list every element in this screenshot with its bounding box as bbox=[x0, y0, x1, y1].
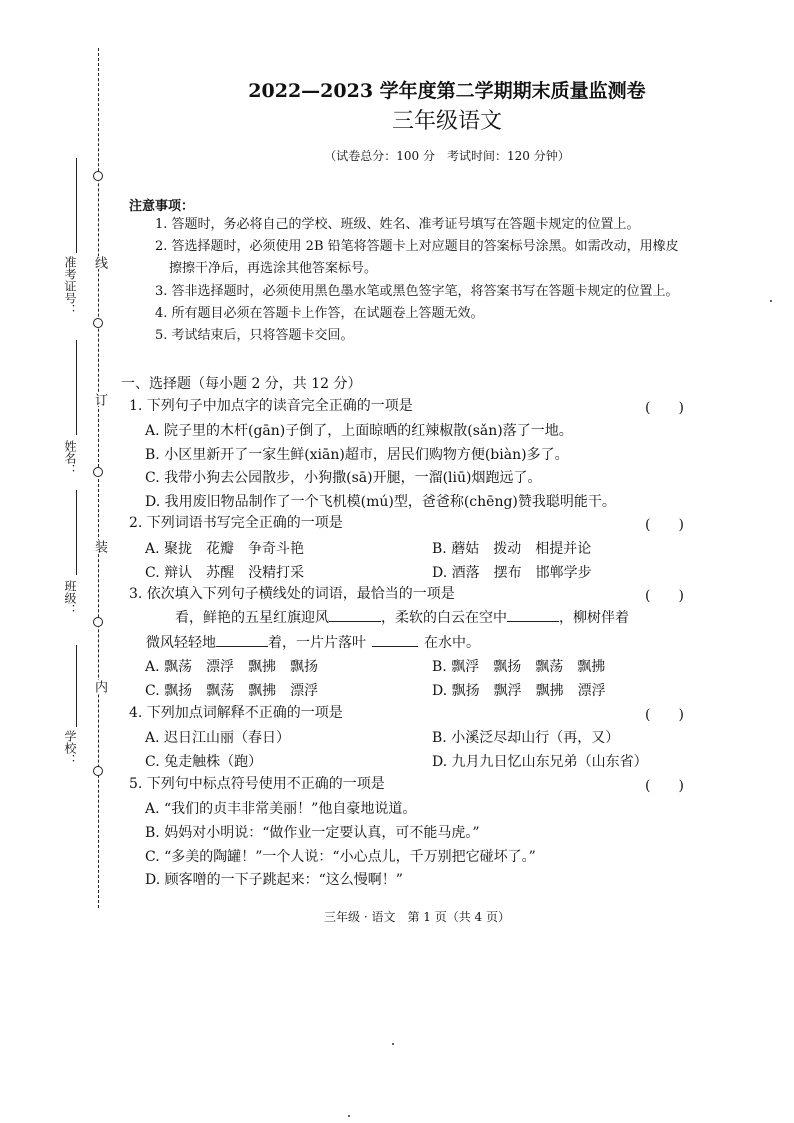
option: D. 酒落 摆布 邯郸学步 bbox=[432, 565, 592, 581]
section-title: 一、选择题（每小题 2 分，共 12 分） bbox=[121, 376, 362, 392]
option: B. 小区里新开了一家生鲜(xiān)超市，居民们购物方便(biàn)多了。 bbox=[145, 447, 569, 463]
name-label: 姓名： bbox=[63, 440, 77, 476]
binding-char-order: 订 bbox=[92, 393, 107, 406]
fill-blank bbox=[216, 634, 268, 647]
class-label: 班级： bbox=[63, 580, 77, 616]
notice-item: 3. 答非选择题时，必须使用黑色墨水笔或黑色签字笔，将答案书写在答题卡规定的位置上。 bbox=[155, 284, 679, 299]
exam-title: 2022—2023 学年度第二学期期末质量监测卷 bbox=[248, 80, 646, 102]
fill-blank bbox=[372, 634, 418, 647]
option: B. 小溪泛尽却山行（再，又） bbox=[432, 730, 620, 746]
question-stem: 1. 下列句子中加点字的读音完全正确的一项是 bbox=[129, 398, 413, 414]
fill-sentence bbox=[175, 607, 629, 627]
option: A. 迟日江山丽（春日） bbox=[145, 730, 291, 746]
option: C. 辩认 苏醒 没精打采 bbox=[145, 565, 305, 581]
fill-text: 看，鲜艳的五星红旗迎风 bbox=[175, 610, 329, 626]
option: A. 院子里的木杆(gān)子倒了，上面晾晒的红辣椒散(sǎn)落了一地。 bbox=[145, 423, 573, 439]
option: B. 飘浮 飘扬 飘荡 飘拂 bbox=[432, 659, 606, 675]
binding-char-inner: 内 bbox=[92, 680, 107, 693]
fill-blank bbox=[329, 609, 381, 622]
scan-speck bbox=[348, 1115, 350, 1117]
notice-heading: 注意事项： bbox=[129, 199, 195, 214]
name-field[interactable] bbox=[76, 340, 77, 435]
answer-paren: ( ) bbox=[645, 400, 684, 416]
option: C. 飘扬 飘荡 飘拂 漂浮 bbox=[145, 683, 319, 699]
option: D. 我用废旧物品制作了一个飞机模(mú)型，爸爸称(chēng)赞我聪明能干。 bbox=[145, 494, 616, 510]
option: B. 蘑姑 拨动 相提并论 bbox=[432, 541, 592, 557]
notice-item: 1. 答题时，务必将自己的学校、班级、姓名、准考证号填写在答题卡规定的位置上。 bbox=[155, 217, 640, 232]
notice-item: 擦擦干净后，再选涂其他答案标号。 bbox=[169, 261, 378, 276]
option: A. “我们的贞丰非常美丽！”他自豪地说道。 bbox=[145, 801, 417, 817]
exam-meta: （试卷总分：100 分 考试时间：120 分钟） bbox=[324, 149, 570, 163]
page-footer: 三年级 · 语文 第 1 页（共 4 页） bbox=[324, 910, 510, 924]
question-stem: 3. 依次填入下列句子横线处的词语，最恰当的一项是 bbox=[129, 586, 455, 602]
binding-circle bbox=[93, 617, 103, 627]
option: A. 聚拢 花瓣 争奇斗艳 bbox=[145, 541, 305, 557]
option: B. 妈妈对小明说：“做作业一定要认真，可不能马虎。” bbox=[145, 825, 480, 841]
option: C. 兔走触株（跑） bbox=[145, 754, 263, 770]
scan-speck bbox=[770, 300, 772, 302]
binding-circle bbox=[93, 766, 103, 776]
answer-paren: ( ) bbox=[645, 517, 684, 533]
fill-text: ，柳树伴着 bbox=[559, 610, 629, 626]
option: C. “多美的陶罐！”一个人说：“小心点儿，千万别把它碰坏了。” bbox=[145, 849, 536, 865]
binding-char-line: 线 bbox=[92, 256, 107, 269]
binding-circle bbox=[93, 467, 103, 477]
fill-text: 在水中。 bbox=[424, 635, 480, 651]
binding-char-bind: 装 bbox=[92, 540, 107, 553]
school-label: 学校： bbox=[63, 730, 77, 766]
option: C. 我带小狗去公园散步，小狗撒(sā)开腿，一溜(liū)烟跑远了。 bbox=[145, 470, 542, 486]
scan-speck bbox=[392, 1043, 394, 1045]
fill-text: 着，一片片落叶 bbox=[268, 635, 366, 651]
school-field[interactable] bbox=[76, 645, 77, 727]
class-field[interactable] bbox=[76, 490, 77, 575]
exam-subtitle: 三年级语文 bbox=[391, 109, 502, 134]
exam-number-label: 准考证号： bbox=[63, 256, 77, 316]
option: D. 飘扬 飘浮 飘拂 漂浮 bbox=[432, 683, 606, 699]
option: D. 九月九日忆山东兄弟（山东省） bbox=[432, 754, 648, 770]
question-stem: 2. 下列词语书写完全正确的一项是 bbox=[129, 515, 343, 531]
option: A. 飘荡 漂浮 飘拂 飘扬 bbox=[145, 659, 319, 675]
fill-text: 微风轻轻地 bbox=[146, 635, 216, 651]
answer-paren: ( ) bbox=[645, 588, 684, 604]
answer-paren: ( ) bbox=[645, 707, 684, 723]
fill-blank bbox=[507, 609, 559, 622]
notice-item: 4. 所有题目必须在答题卡上作答，在试题卷上答题无效。 bbox=[155, 306, 484, 321]
notice-item: 2. 答选择题时，必须使用 2B 铅笔将答题卡上对应题目的答案标号涂黑。如需改动，用橡皮 bbox=[155, 239, 679, 254]
binding-circle bbox=[93, 171, 103, 181]
exam-number-field[interactable] bbox=[76, 158, 77, 253]
notice-item: 5. 考试结束后，只将答题卡交回。 bbox=[155, 328, 354, 343]
question-stem: 5. 下列句中标点符号使用不正确的一项是 bbox=[129, 776, 385, 792]
option: D. 顾客噌的一下子跳起来：“这么慢啊！” bbox=[145, 872, 403, 888]
fill-text: ，柔软的白云在空中 bbox=[381, 610, 507, 626]
binding-circle bbox=[93, 318, 103, 328]
answer-paren: ( ) bbox=[645, 778, 684, 794]
fill-sentence bbox=[146, 632, 480, 652]
question-stem: 4. 下列加点词解释不正确的一项是 bbox=[129, 705, 343, 721]
